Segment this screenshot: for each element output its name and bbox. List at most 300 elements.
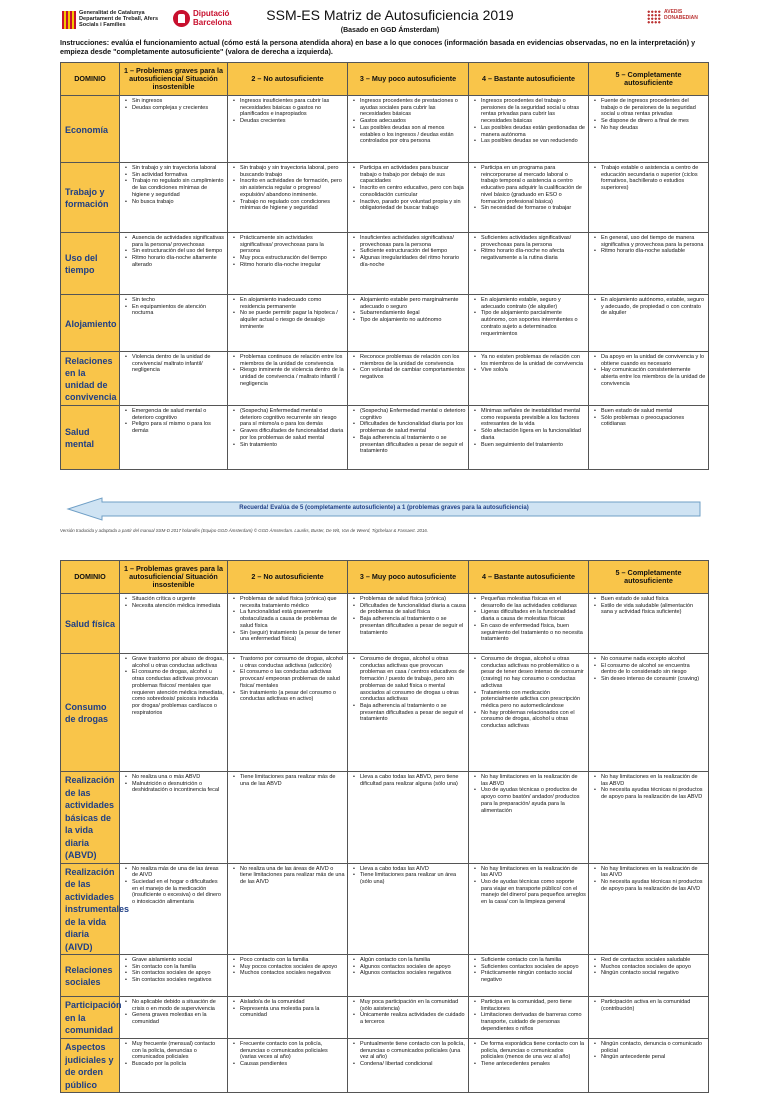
column-header: 3 – Muy poco autosuficiente (348, 561, 469, 594)
list-item: • No realiza más de una de las áreas de AIVD (122, 866, 225, 879)
matrix-table-1 (60, 62, 709, 470)
domain-cell: Realización de las actividades instrumentales de la vida diaria (AIVD) (61, 863, 120, 955)
recall-arrow (68, 498, 700, 520)
level-1-cell (120, 406, 228, 470)
column-header: 4 – Bastante autosuficiente (469, 63, 589, 96)
list-item: • Deudas complejas y crecientes (122, 105, 225, 112)
list-item: • Algunas irregularidades del ritmo horario día-noche (350, 255, 466, 268)
list-item: • Grave trastorno por abuso de drogas, alcohol u otras conductas adictivas (122, 656, 225, 669)
list-item: • Baja adherencia al tratamiento o se presentan dificultades a pesar de seguir el tratamiento (350, 435, 466, 455)
list-item: • De forma esporádica tiene contacto con la policía, denuncias o comunicados policiales (menos de una vez al año) (471, 1041, 586, 1061)
criteria-list (122, 656, 225, 716)
list-item: • No realiza una de las áreas de AIVD o tiene limitaciones para realizar más de una de las AIVD (230, 866, 345, 886)
list-item: • Vive solo/a (471, 367, 586, 374)
criteria-list (122, 999, 225, 1026)
list-item: • Buen seguimiento del tratamiento (471, 442, 586, 449)
list-item: • Muy frecuente (mensual) contacto con la policía, denuncias o comunicados policiales (122, 1041, 225, 1061)
list-item: • Baja adherencia al tratamiento o se presentan dificultades a pesar de seguir el tratamiento (350, 703, 466, 723)
criteria-list (350, 1041, 466, 1068)
table-row (61, 295, 709, 352)
generalitat-flag-icon (62, 11, 76, 29)
criteria-list (230, 297, 345, 331)
list-item: • No realiza una o más ABVD (122, 774, 225, 781)
list-item: • Tiene limitaciones para realizar más de una de las ABVD (230, 774, 345, 787)
list-item: • Sin contactos sociales negativos (122, 977, 225, 984)
criteria-list (230, 1041, 345, 1068)
list-item: • Ausencia de actividades significativas para la persona/ provechosas (122, 235, 225, 248)
list-item: • Ligeras dificultades en la funcionalidad diaria a causa de molestias físicas (471, 609, 586, 622)
domain-cell: Aspectos judiciales y de orden público (61, 1039, 120, 1093)
list-item: • Prácticamente sin actividades significativas/ provechosas para la persona (230, 235, 345, 255)
list-item: • No hay limitaciones en la realización de las ABVD (591, 774, 706, 787)
diputacio-emblem-icon (173, 10, 190, 27)
list-item: • Únicamente realiza actividades de cuidado a terceros (350, 1012, 466, 1025)
list-item: • Las posibles deudas son al menos estables o los ingresos / deudas están controlados por otra persona (350, 125, 466, 145)
list-item: • Condena/ libertad condicional (350, 1061, 466, 1068)
level-4-cell (469, 233, 589, 295)
level-3-cell (348, 594, 469, 654)
list-item: • Algunos contactos sociales de apoyo (350, 964, 466, 971)
list-item: • (Sospecha) Enfermedad mental o deterioro cognitivo recurrente sin riesgo para sí mismo/a o para los demás (230, 408, 345, 428)
level-4-cell (469, 406, 589, 470)
list-item: • No necesita ayudas técnicas ni productos de apoyo para la realización de las ABVD (591, 787, 706, 800)
list-item: • Tratamiento con medicación potencialmente adictiva con prescripción médica pero no automedicándose (471, 690, 586, 710)
level-3-cell (348, 1039, 469, 1093)
list-item: • Ningún contacto social negativo (591, 970, 706, 977)
level-2-cell (228, 406, 348, 470)
criteria-list (350, 999, 466, 1026)
domain-cell: Relaciones sociales (61, 955, 120, 997)
list-item: • Gastos adecuados (350, 118, 466, 125)
list-item: • Participa en un programa para reincorporarse al mercado laboral o trabajo temporal o asistencia a centro educativo para adquirir la cualificación de nivel básico (graduado en ESO o formación profesional básica) (471, 165, 586, 205)
level-4-cell (469, 295, 589, 352)
criteria-list (350, 656, 466, 723)
criteria-list (230, 957, 345, 977)
list-item: • Sin contactos sociales de apoyo (122, 970, 225, 977)
list-item: • Violencia dentro de la unidad de convivencia/ maltrato infantil/ negligencia (122, 354, 225, 374)
list-item: • Hay comunicación consistentemente abierta entre los miembros de la unidad de convivencia (591, 367, 706, 387)
level-1-cell (120, 352, 228, 406)
list-item: • Prácticamente ningún contacto social negativo (471, 970, 586, 983)
criteria-list (591, 165, 706, 192)
list-item: • En equipamientos de atención nocturna (122, 304, 225, 317)
list-item: • Ritmo horario día-noche saludable (591, 248, 706, 255)
list-item: • Trabajo estable o asistencia a centro de educación secundaria o superior (ciclos formativos, bachillerato o estudios superiores) (591, 165, 706, 192)
level-4-cell (469, 997, 589, 1039)
list-item: • Muchos contactos sociales de apoyo (591, 964, 706, 971)
list-item: • Frecuente contacto con la policía, denuncias o comunicados policiales (varias veces al año) (230, 1041, 345, 1061)
list-item: • Ritmo horario día-noche irregular (230, 262, 345, 269)
level-2-cell (228, 1039, 348, 1093)
level-5-cell (589, 863, 709, 955)
list-item: • Causas pendientes (230, 1061, 345, 1068)
criteria-list (350, 297, 466, 324)
list-item: • Trabajo no regulado sin cumplimiento de las condiciones mínimas de higiene y seguridad (122, 178, 225, 198)
level-2-cell (228, 594, 348, 654)
list-item: • Las posibles deudas están gestionadas de manera autónoma (471, 125, 586, 138)
criteria-list (230, 354, 345, 388)
list-item: • Consumo de drogas, alcohol u otras conductas adictivas no problemático o a pesar de tener deseo intenso de consumir (craving) no hay consumo o conductas adictivas (471, 656, 586, 690)
list-item: • Subarrendamiento ilegal (350, 310, 466, 317)
column-header: 1 – Problemas graves para la autosuficiencia/ Situación insostenible (120, 561, 228, 594)
criteria-list (471, 235, 586, 262)
column-header: 3 – Muy poco autosuficiente (348, 63, 469, 96)
list-item: • Muy poca participación en la comunidad (sólo asistencia) (350, 999, 466, 1012)
criteria-list (350, 596, 466, 636)
column-header: 5 – Completamente autosuficiente (589, 561, 709, 594)
table-row (61, 997, 709, 1039)
list-item: • Alojamiento estable pero marginalmente adecuado o seguro (350, 297, 466, 310)
domain-cell: Alojamiento (61, 295, 120, 352)
list-item: • Red de contactos sociales saludable (591, 957, 706, 964)
level-5-cell (589, 654, 709, 772)
criteria-list (350, 866, 466, 886)
list-item: • Sin (seguir) tratamiento (a pesar de tener una enfermedad física) (230, 630, 345, 643)
domain-cell: Salud física (61, 594, 120, 654)
level-2-cell (228, 233, 348, 295)
criteria-list (591, 235, 706, 255)
level-3-cell (348, 233, 469, 295)
level-3-cell (348, 654, 469, 772)
domain-cell: Trabajo y formación (61, 163, 120, 233)
list-item: • No se puede permitir pagar la hipoteca / alquiler actual o riesgo de desalojo inminente (230, 310, 345, 330)
page-subtitle: (Basado en GGD Ámsterdam) (340, 27, 440, 34)
criteria-list (350, 774, 466, 787)
level-3-cell (348, 406, 469, 470)
list-item: • Se dispone de dinero a final de mes (591, 118, 706, 125)
criteria-list (471, 957, 586, 984)
avedis-logo (647, 10, 706, 24)
criteria-list (122, 354, 225, 374)
column-header: 4 – Bastante autosuficiente (469, 561, 589, 594)
list-item: • No hay limitaciones en la realización de las ABVD (471, 774, 586, 787)
criteria-list (591, 596, 706, 616)
criteria-list (591, 656, 706, 683)
table-row (61, 1039, 709, 1093)
domain-cell: Relaciones en la unidad de convivencia (61, 352, 120, 406)
list-item: • Limitaciones derivadas de barreras como transporte, cuidado de personas dependientes o niños (471, 1012, 586, 1032)
header-row (61, 561, 709, 594)
list-item: • Necesita atención médica inmediata (122, 603, 225, 610)
list-item: • Inscrito en actividades de formación, pero sin asistencia regular o progreso/ expulsión/ abandono inminente. (230, 178, 345, 198)
level-1-cell (120, 772, 228, 864)
list-item: • Ritmo horario día-noche no afecta negativamente a la rutina diaria (471, 248, 586, 261)
list-item: • Muchos contactos sociales negativos (230, 970, 345, 977)
list-item: • Riesgo inminente de violencia dentro de la unidad de convivencia / maltrato infantil / negligencia (230, 367, 345, 387)
list-item: • Da apoyo en la unidad de convivencia y lo obtiene cuando es necesario (591, 354, 706, 367)
list-item: • Situación crítica o urgente (122, 596, 225, 603)
page-title: SSM-ES Matriz de Autosuficiencia 2019 (266, 7, 514, 23)
list-item: • Suficiente contacto con la familia (471, 957, 586, 964)
domain-cell: Realización de las actividades básicas de la vida diaria (ABVD) (61, 772, 120, 864)
list-item: • Inscrito en centro educativo, pero con baja consolidación curricular (350, 185, 466, 198)
table-row (61, 955, 709, 997)
criteria-list (350, 408, 466, 455)
table-row (61, 594, 709, 654)
list-item: • No hay problemas relacionados con el consumo de drogas, alcohol u otras conductas adictivas (471, 710, 586, 730)
domain-cell: Consumo de drogas (61, 654, 120, 772)
criteria-list (471, 774, 586, 814)
list-item: • Dificultades de funcionalidad diaria por los problemas de salud mental (350, 421, 466, 434)
list-item: • Aislado/a de la comunidad (230, 999, 345, 1006)
list-item: • Participa en actividades para buscar trabajo o trabajo por debajo de sus capacidades (350, 165, 466, 185)
list-item: • Uso de ayudas técnicas como soporte para viajar en transporte público/ con el manejo del dinero/ para pequeños arreglos en la casa/ con la limpieza general (471, 879, 586, 906)
list-item: • Reconoce problemas de relación con los miembros de la unidad de convivencia (350, 354, 466, 367)
list-item: • Problemas de salud física (crónica) (350, 596, 466, 603)
criteria-list (230, 774, 345, 787)
list-item: • Sin actividad formativa (122, 172, 225, 179)
list-item: • Dificultades de funcionalidad diaria a causa de problemas de salud física (350, 603, 466, 616)
list-item: • Mínimas señales de inestabilidad mental como respuesta previsible a los factores estresantes de la vida (471, 408, 586, 428)
list-item: • Ingresos insuficientes para cubrir las necesidades básicas o gastos no planificados e inapropiados (230, 98, 345, 118)
list-item: • Consumo de drogas, alcohol u otras conductas adictivas que provocan problemas en casa / centros educativos de formación / puesto de trabajo, pero sin problemas de salud física o mental asociados al consumo de drogas u otras conductas adictivas (350, 656, 466, 703)
list-item: • Buen estado de salud física (591, 596, 706, 603)
avedis-dots-icon (647, 10, 661, 24)
level-2-cell (228, 654, 348, 772)
criteria-list (471, 297, 586, 337)
list-item: • En caso de enfermedad física, buen seguimiento del tratamiento o no necesita tratamiento (471, 623, 586, 643)
level-2-cell (228, 997, 348, 1039)
list-item: • Sin trabajo y sin trayectoria laboral (122, 165, 225, 172)
domain-cell: Economía (61, 96, 120, 163)
list-item: • Puntualmente tiene contacto con la policía, denuncias o comunicados policiales (una vez al año) (350, 1041, 466, 1061)
criteria-list (471, 165, 586, 212)
criteria-list (471, 866, 586, 906)
level-1-cell (120, 863, 228, 955)
list-item: • Algunos contactos sociales negativos (350, 970, 466, 977)
column-header: 2 – No autosuficiente (228, 561, 348, 594)
list-item: • Las posibles deudas se van reduciendo (471, 138, 586, 145)
list-item: • Uso de ayudas técnicas o productos de apoyo como bastón/ andador/ productos para la preparación/ ayuda para la alimentación (471, 787, 586, 814)
list-item: • Ya no existen problemas de relación con los miembros de la unidad de convivencia (471, 354, 586, 367)
level-5-cell (589, 352, 709, 406)
level-4-cell (469, 594, 589, 654)
criteria-list (471, 98, 586, 145)
level-2-cell (228, 295, 348, 352)
level-4-cell (469, 863, 589, 955)
level-4-cell (469, 163, 589, 233)
criteria-list (230, 656, 345, 703)
list-item: • Muy poca estructuración del tiempo (230, 255, 345, 262)
list-item: • Graves dificultades de funcionalidad diaria por los problemas de salud mental (230, 428, 345, 441)
criteria-list (591, 774, 706, 801)
level-2-cell (228, 352, 348, 406)
table-row (61, 96, 709, 163)
criteria-list (230, 408, 345, 448)
matrix-table-2 (60, 560, 709, 1093)
page-header (60, 0, 708, 40)
criteria-list (230, 98, 345, 125)
column-header: 2 – No autosuficiente (228, 63, 348, 96)
credit-note: Versión traducida y adaptada a partir del manual SSM-D 2017 holandés (Equipo GGD Ámsterdam) © GGD Ámsterdam. Lauriks, Buster, De Wit, Van de Weerd, Tigchelaar & Fassaert. 2016. (60, 528, 429, 533)
domain-cell: Uso del tiempo (61, 233, 120, 295)
table-row (61, 163, 709, 233)
list-item: • Estilo de vida saludable (alimentación sana y actividad física suficiente) (591, 603, 706, 616)
criteria-list (591, 999, 706, 1012)
column-header: 1 – Problemas graves para la autosuficiencia/ Situación insostenible (120, 63, 228, 96)
list-item: • Ningún contacto, denuncia o comunicado policial (591, 1041, 706, 1054)
criteria-list (591, 354, 706, 388)
matrix-page-1 (60, 0, 708, 545)
level-4-cell (469, 1039, 589, 1093)
list-item: • Sin techo (122, 297, 225, 304)
generalitat-logo (62, 10, 159, 29)
list-item: • Tipo de alojamiento no autónomo (350, 317, 466, 324)
level-1-cell (120, 295, 228, 352)
list-item: • Sin trabajo y sin trayectoria laboral, pero buscando trabajo (230, 165, 345, 178)
list-item: • Sin contacto con la familia (122, 964, 225, 971)
level-5-cell (589, 233, 709, 295)
criteria-list (230, 235, 345, 269)
list-item: • Tipo de alojamiento parcialmente autónomo, con soportes intermitentes o contrato sujeto a determinados requerimientos (471, 310, 586, 337)
level-3-cell (348, 772, 469, 864)
list-item: • Participa en la comunidad, pero tiene limitaciones (471, 999, 586, 1012)
table-row (61, 654, 709, 772)
list-item: • No hay deudas (591, 125, 706, 132)
criteria-list (471, 408, 586, 448)
level-5-cell (589, 997, 709, 1039)
list-item: • Representa una molestia para la comunidad (230, 1006, 345, 1019)
level-4-cell (469, 955, 589, 997)
criteria-list (591, 866, 706, 893)
level-5-cell (589, 96, 709, 163)
criteria-list (350, 235, 466, 269)
level-3-cell (348, 863, 469, 955)
list-item: • Ritmo horario día-noche altamente alterado (122, 255, 225, 268)
criteria-list (471, 656, 586, 730)
level-1-cell (120, 654, 228, 772)
list-item: • Sin tratamiento (a pesar del consumo o conductas adictivas en activo) (230, 690, 345, 703)
list-item: • No hay limitaciones en la realización de las AIVD (591, 866, 706, 879)
list-item: • Trabajo no regulado con condiciones mínimas de higiene y seguridad (230, 199, 345, 212)
table-row (61, 863, 709, 955)
instructions: Instrucciones: evalúa el funcionamiento actual (cómo está la persona atendida ahora) en base a lo que conoces (información basada en evidencias observadas, no en la interpretación) y empieza desde "completamente autosuficiente" (valora de derecha a izquierda). (60, 38, 696, 56)
list-item: • Tiene antecedentes penales (471, 1061, 586, 1068)
column-header: 5 – Completamente autosuficiente (589, 63, 709, 96)
list-item: • Poco contacto con la familia (230, 957, 345, 964)
list-item: • Participación activa en la comunidad (contribución) (591, 999, 706, 1012)
matrix-body-2 (61, 594, 709, 1093)
list-item: • Baja adherencia al tratamiento o se presentan dificultades a pesar de seguir el tratamiento (350, 616, 466, 636)
list-item: • Grave aislamiento social (122, 957, 225, 964)
criteria-list (230, 866, 345, 886)
criteria-list (122, 957, 225, 984)
level-5-cell (589, 772, 709, 864)
level-1-cell (120, 233, 228, 295)
level-4-cell (469, 654, 589, 772)
level-2-cell (228, 863, 348, 955)
list-item: • Sólo problemas o preocupaciones cotidianas (591, 415, 706, 428)
list-item: • Suficientes actividades significativas/ provechosas para la persona (471, 235, 586, 248)
list-item: • Con voluntad de cambiar comportamientos negativos (350, 367, 466, 380)
list-item: • Inactivo, parado por voluntad propia y sin obligatoriedad de buscar trabajo (350, 199, 466, 212)
list-item: • Sin ingresos (122, 98, 225, 105)
level-1-cell (120, 1039, 228, 1093)
level-1-cell (120, 955, 228, 997)
list-item: • En alojamiento autónomo, estable, seguro y adecuado, de propiedad o con contrato de alquiler (591, 297, 706, 317)
list-item: • Sin estructuración del uso del tiempo (122, 248, 225, 255)
list-item: • Peligro para sí mismo o para los demás (122, 421, 225, 434)
diputacio-logo-text: Diputació Barcelona (193, 9, 232, 27)
level-1-cell (120, 997, 228, 1039)
level-4-cell (469, 772, 589, 864)
column-header: DOMINIO (61, 63, 120, 96)
list-item: • Ningún antecedente penal (591, 1054, 706, 1061)
list-item: • Emergencia de salud mental o deterioro cognitivo (122, 408, 225, 421)
list-item: • Suficientes contactos sociales de apoyo (471, 964, 586, 971)
list-item: • Lleva a cabo todas las AIVD (350, 866, 466, 873)
criteria-list (122, 596, 225, 609)
list-item: • Sin necesidad de formarse o trabajar (471, 205, 586, 212)
level-5-cell (589, 594, 709, 654)
level-2-cell (228, 955, 348, 997)
matrix-page-2 (60, 560, 708, 1090)
diputacio-logo (173, 10, 243, 27)
list-item: • Sin tratamiento (230, 442, 345, 449)
level-4-cell (469, 96, 589, 163)
list-item: • Suciedad en el hogar o dificultades en el manejo de la medicación (insuficiente o excesiva) o del dinero o intoxicación alimentaria (122, 879, 225, 906)
criteria-list (591, 957, 706, 977)
list-item: • En general, uso del tiempo de manera significativa y provechosa para la persona (591, 235, 706, 248)
list-item: • Tiene limitaciones para realizar un área (sólo una) (350, 872, 466, 885)
list-item: • En alojamiento inadecuado como residencia permanente (230, 297, 345, 310)
table-row (61, 352, 709, 406)
level-5-cell (589, 295, 709, 352)
level-1-cell (120, 96, 228, 163)
criteria-list (471, 999, 586, 1033)
level-2-cell (228, 96, 348, 163)
level-1-cell (120, 163, 228, 233)
level-5-cell (589, 1039, 709, 1093)
criteria-list (350, 354, 466, 381)
level-5-cell (589, 163, 709, 233)
list-item: • Ingresos procedentes de prestaciones o ayudas sociales para cubrir las necesidades básicas (350, 98, 466, 118)
criteria-list (591, 408, 706, 428)
list-item: • El consumo de drogas, alcohol u otras conductas adictivas provocan problemas físicos/ mentales que requieren atención médica inmediata, como sobredosis/ psicosis inducida por drogas/ problemas cardíacos o respiratorios (122, 669, 225, 716)
criteria-list (230, 596, 345, 643)
list-item: • No consume nada excepto alcohol (591, 656, 706, 663)
criteria-list (122, 98, 225, 111)
level-5-cell (589, 406, 709, 470)
list-item: • Insuficientes actividades significativas/ provechosas para la persona (350, 235, 466, 248)
level-2-cell (228, 772, 348, 864)
criteria-list (230, 165, 345, 212)
criteria-list (591, 1041, 706, 1061)
list-item: • Trastorno por consumo de drogas, alcohol u otras conductas adictivas (adicción) (230, 656, 345, 669)
criteria-list (471, 596, 586, 643)
level-3-cell (348, 163, 469, 233)
criteria-list (591, 98, 706, 132)
list-item: • Muy pocos contactos sociales de apoyo (230, 964, 345, 971)
list-item: • Problemas continuos de relación entre los miembros de la unidad de convivencia (230, 354, 345, 367)
list-item: • Deudas crecientes (230, 118, 345, 125)
criteria-list (471, 354, 586, 374)
level-3-cell (348, 352, 469, 406)
list-item: • Ingresos procedentes del trabajo o pensiones de la seguridad social u otras rentas privadas para cubrir las necesidades básicas (471, 98, 586, 125)
avedis-logo-text: AVEDIS DONABEDIAN (664, 9, 698, 21)
domain-cell: Salud mental (61, 406, 120, 470)
list-item: • El consumo o las conductas adictivas provocan/ empeoran problemas de salud física/ mentales (230, 669, 345, 689)
list-item: • Lleva a cabo todas las ABVD, pero tiene dificultad para realizar alguna (sólo una) (350, 774, 466, 787)
level-1-cell (120, 594, 228, 654)
criteria-list (122, 866, 225, 906)
list-item: • Suficiente estructuración del tiempo (350, 248, 466, 255)
criteria-list (122, 408, 225, 435)
list-item: • La funcionalidad está gravemente obstaculizada a causa de problemas de salud física (230, 609, 345, 629)
list-item: • Buen estado de salud mental (591, 408, 706, 415)
criteria-list (122, 235, 225, 269)
generalitat-logo-text: Generalitat de Catalunya Departament de Treball, Afers Socials i Famílies (79, 10, 159, 29)
